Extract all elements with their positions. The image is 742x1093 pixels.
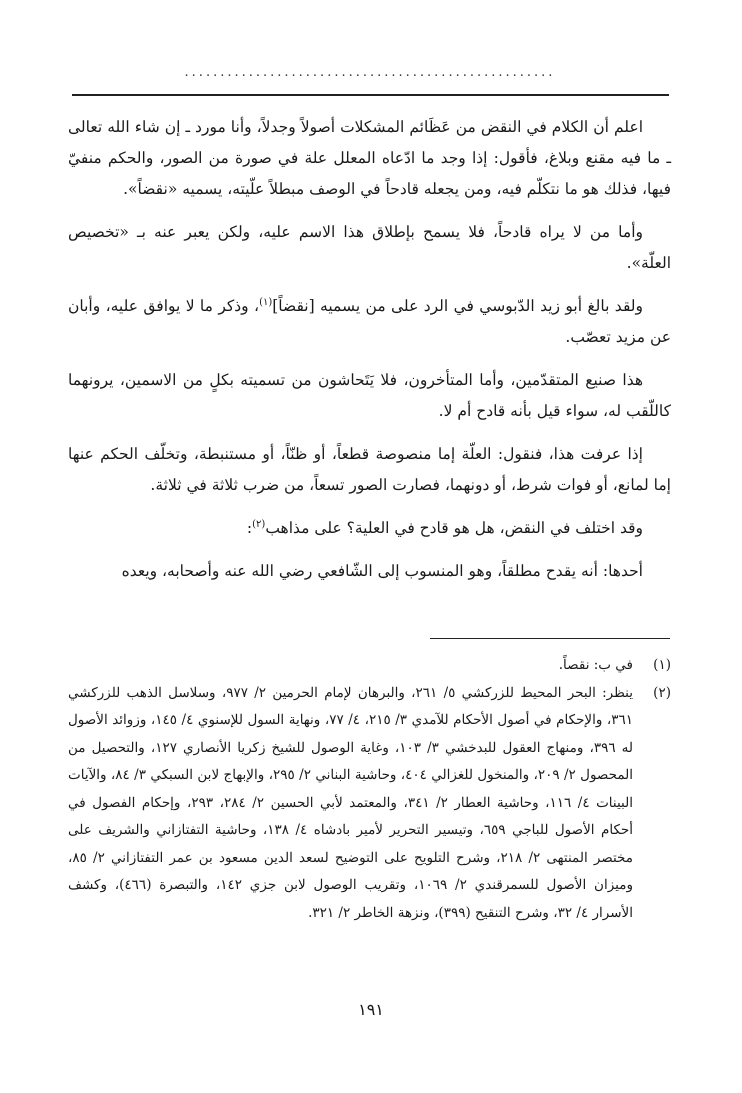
paragraph-1: اعلم أن الكلام في النقض من عَظَائم المشكلات أصولاً وجدلاً، وأنا مورد ـ إن شاء الله تعالى ـ ما فيه مقنع وبلاغ، فأقول: إذا وجد ما ادّعاه المعلل علة في صورة من الصور، والحكم منفيّ فيها، فذلك هو ما نتكلّم فيه، ومن يجعله قادحاً في الوصف مبطلاً علّيته، يسميه «نقضاً». (68, 118, 671, 198)
paragraph-6-start: وقد اختلف في النقض، هل هو قادح في العلية؟ على مذاهب (265, 519, 643, 537)
footnote-2 (68, 680, 671, 928)
paragraph-4: هذا صنيع المتقدّمين، وأما المتأخرون، فلا يَتَحاشون من تسميته بكلٍ من الاسمين، يرونهما كاللّقب له، سواء قيل بأنه قادح أم لا. (68, 371, 671, 420)
footnote-ref-2[interactable]: (٢) (252, 518, 266, 530)
footnote-text: ينظر: البحر المحيط للزركشي ٥/ ٢٦١، والبرهان لإمام الحرمين ٢/ ٩٧٧، وسلاسل الذهب للزركشي ٣٦١، والإحكام في أصول الأحكام للآمدي ٣/ ٢١٥، ٤/ ٧٧، ونهاية السول للإسنوي ٤/ ١٤٥، وزوائد الأصول له ٣٩٦، ومنهاج العقول للبدخشي ٣/ ١٠٣، وغاية الوصول للشيخ زكريا الأنصاري ١٢٧، والتحصيل من المحصول ٢/ ٢٠٩، والمنخول للغزالي ٤٠٤، وحاشية البناني ٢/ ٢٩٥، والإبهاج لابن السبكي ٣/ ٨٤، والآيات البينات ٤/ ١١٦، وحاشية العطار ٢/ ٣٤١، والمعتمد لأبي الحسين ٢/ ٢٨٤، ٢٩٣، وإحكام الفصول في أحكام الأصول للباجي ٦٥٩، وتيسير التحرير لأمير بادشاه ٤/ ١٣٨، وحاشية التفتازاني والشريف على مختصر المنتهى ٢/ ٢١٨، وشرح التلويح على التوضيح لسعد الدين مسعود بن عمر التفتازاني ٢/ ٨٥، وميزان الأصول للسمرقندي ٢/ ١٠٦٩، وتقريب الوصول لابن جزي ١٤٢، والتبصرة (٤٦٦)، وكشف الأسرار ٤/ ٣٢، وشرح التنقيح (٣٩٩)، ونزهة الخاطر ٢/ ٣٢١. (68, 684, 634, 921)
footnote-number: (١) (653, 657, 671, 673)
footnote-separator (430, 638, 670, 639)
paragraph-3-start: ولقد بالغ أبو زيد الدّبوسي في الرد على من يسميه [نقضاً] (272, 297, 643, 315)
footnote-1 (68, 652, 671, 680)
footnotes (68, 652, 671, 927)
paragraph-7: أحدها: أنه يقدح مطلقاً، وهو المنسوب إلى الشّافعي رضي الله عنه وأصحابه، ويعده (121, 562, 643, 580)
page-number: ١٩١ (358, 1000, 384, 1019)
paragraph-5: إذا عرفت هذا، فنقول: العلّة إما منصوصة قطعاً، أو ظنّاً، أو مستنبطة، وتخلّف الحكم عنها إما لمانع، أو فوات شرط، أو دونهما، فصارت الصور تسعاً، من ضرب ثلاثة في ثلاثة. (68, 445, 671, 494)
header-dots: .................................................... (184, 66, 556, 80)
footnote-text: في ب: نقصاً. (558, 657, 633, 673)
footnote-number: (٢) (653, 684, 671, 701)
main-text (68, 112, 671, 599)
paragraph-2: وأما من لا يراه قادحاً، فلا يسمح بإطلاق هذا الاسم عليه، ولكن يعبر عنه بـ «تخصيص العلّة». (68, 223, 671, 272)
paragraph-6-end: : (246, 519, 253, 537)
paragraph-3 (68, 291, 671, 353)
footnote-ref-1[interactable]: (١) (259, 296, 273, 308)
paragraph-6 (68, 513, 671, 544)
paragraph-3-end: ، وذكر ما لا يوافق عليه، وأبان عن مزيد تعصّب. (68, 297, 671, 346)
header-rule (72, 94, 669, 96)
